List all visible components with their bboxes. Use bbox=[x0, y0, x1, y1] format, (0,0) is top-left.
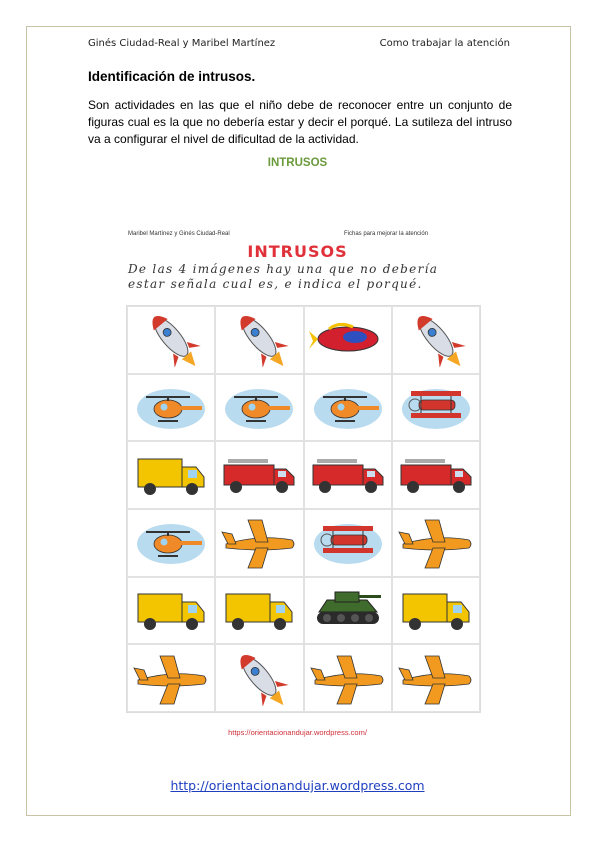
grid-cell[interactable] bbox=[127, 441, 215, 509]
tank-icon bbox=[309, 578, 387, 643]
worksheet-header-series: Fichas para mejorar la atención bbox=[344, 231, 429, 237]
worksheet-instructions: De las 4 imágenes hay una que no debería estar señala cual es, e indica el porqué. bbox=[128, 262, 439, 291]
grid-cell[interactable] bbox=[304, 306, 392, 374]
grid-cell[interactable] bbox=[392, 374, 480, 442]
grid-cell[interactable] bbox=[215, 509, 303, 577]
grid-cell[interactable] bbox=[127, 374, 215, 442]
worksheet-url: https://orientacionandujar.wordpress.com/ bbox=[228, 728, 367, 737]
grid-cell[interactable] bbox=[215, 441, 303, 509]
airplane-icon bbox=[309, 646, 387, 711]
biplane-icon bbox=[309, 510, 387, 575]
rocket-icon bbox=[220, 307, 298, 372]
grid-cell[interactable] bbox=[215, 374, 303, 442]
grid-cell[interactable] bbox=[215, 577, 303, 645]
helicopter-icon bbox=[132, 375, 210, 440]
rocket-icon bbox=[132, 307, 210, 372]
footer-link[interactable]: http://orientacionandujar.wordpress.com bbox=[170, 778, 425, 793]
header-book-title: Como trabajar la atención bbox=[379, 38, 510, 49]
grid-cell[interactable] bbox=[392, 306, 480, 374]
biplane-icon bbox=[397, 375, 475, 440]
header-authors: Ginés Ciudad-Real y Maribel Martínez bbox=[88, 38, 276, 49]
helicopter-icon bbox=[220, 375, 298, 440]
helicopter-icon bbox=[309, 375, 387, 440]
spaceship-icon bbox=[309, 307, 387, 372]
rocket-icon bbox=[220, 646, 298, 711]
fire-truck-icon bbox=[397, 443, 475, 508]
grid-cell[interactable] bbox=[392, 577, 480, 645]
grid-cell[interactable] bbox=[392, 441, 480, 509]
truck-icon bbox=[132, 443, 210, 508]
fire-truck-icon bbox=[309, 443, 387, 508]
airplane-icon bbox=[397, 510, 475, 575]
truck-icon bbox=[397, 578, 475, 643]
worksheet-header-authors: Maribel Martínez y Ginés Ciudad-Real bbox=[128, 231, 230, 237]
airplane-icon bbox=[220, 510, 298, 575]
grid-cell[interactable] bbox=[127, 577, 215, 645]
rocket-icon bbox=[397, 307, 475, 372]
grid-cell[interactable] bbox=[215, 306, 303, 374]
grid-cell[interactable] bbox=[392, 644, 480, 712]
intro-paragraph: Son actividades en las que el niño debe de reconocer entre un conjunto de figuras cual es la que no debería estar y decir el porqué. La sutileza del intruso va a configurar el nivel de dificultad de la actividad. bbox=[88, 98, 512, 146]
airplane-icon bbox=[397, 646, 475, 711]
grid-cell[interactable] bbox=[127, 644, 215, 712]
truck-icon bbox=[132, 578, 210, 643]
truck-icon bbox=[220, 578, 298, 643]
grid-cell[interactable] bbox=[304, 644, 392, 712]
grid-cell[interactable] bbox=[392, 509, 480, 577]
picture-grid bbox=[126, 305, 481, 713]
worksheet-title: INTRUSOS bbox=[247, 242, 348, 261]
grid-cell[interactable] bbox=[304, 374, 392, 442]
grid-cell[interactable] bbox=[304, 441, 392, 509]
grid-cell[interactable] bbox=[127, 509, 215, 577]
helicopter-icon bbox=[132, 510, 210, 575]
fire-truck-icon bbox=[220, 443, 298, 508]
airplane-icon bbox=[132, 646, 210, 711]
grid-cell[interactable] bbox=[215, 644, 303, 712]
grid-cell[interactable] bbox=[127, 306, 215, 374]
figure-subtitle: INTRUSOS bbox=[267, 157, 328, 169]
grid-cell[interactable] bbox=[304, 577, 392, 645]
section-title: Identificación de intrusos. bbox=[88, 69, 256, 84]
grid-cell[interactable] bbox=[304, 509, 392, 577]
